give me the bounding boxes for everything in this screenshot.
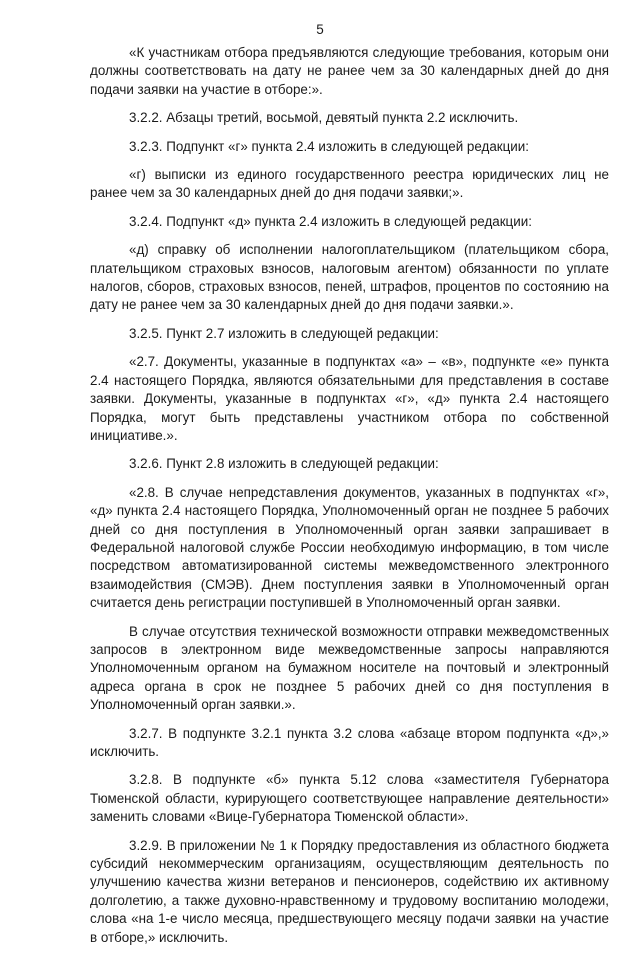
paragraph-item-2-7: «2.7. Документы, указанные в подпунктах «а» – «в», подпункте «е» пункта 2.4 настоящего Порядка, являются обязательными для представления в составе заявки. Документы, указанные в подпунктах «г», «д» пункта 2.4 настоящего Порядка, могут быть представлены участником отбора по собственной инициативе.».: [90, 354, 609, 443]
document-body: [90, 44, 609, 957]
page-number: 5: [316, 22, 324, 37]
paragraph-item-2-8: «2.8. В случае непредставления документов, указанных в подпунктах «г», «д» пункта 2.4 настоящего Порядка, Уполномоченный орган не позднее 5 рабочих дней со дня поступления в Уполномоченный орган заявки запрашивает в Федеральной налоговой службе России необходимую информацию, в том числе посредством автоматизированной системы межведомственного электронного взаимодействия (СМЭВ). Днем поступления заявки в Уполномоченный орган считается день регистрации поступившей в Уполномоченный орган заявки.: [90, 484, 609, 611]
paragraph-requirements-quote: «К участникам отбора предъявляются следующие требования, которым они должны соответствовать на дату не ранее чем за 30 календарных дней до дня подачи заявки на участие в отборе:».: [90, 45, 609, 97]
paragraph-3-2-4: 3.2.4. Подпункт «д» пункта 2.4 изложить в следующей редакции:: [129, 213, 532, 229]
paragraph-subitem-g: «г) выписки из единого государственного реестра юридических лиц не ранее чем за 30 календарных дней до дня подачи заявки;».: [90, 167, 609, 201]
paragraph-3-2-9: 3.2.9. В приложении № 1 к Порядку предоставления из областного бюджета субсидий некоммерческим организациям, осуществляющим деятельность по улучшению качества жизни ветеранов и пенсионеров, содействию их активному долголетию, а также духовно-нравственному и трудовому воспитанию молодежи, слова «на 1-е число месяца, предшествующего месяцу подачи заявки на участие в отборе,» исключить.: [90, 837, 609, 945]
paragraph-3-2-2: 3.2.2. Абзацы третий, восьмой, девятый пункта 2.2 исключить.: [129, 110, 519, 126]
paragraph-3-2-7: 3.2.7. В подпункте 3.2.1 пункта 3.2 слова «абзаце втором подпункта «д»,» исключить.: [90, 725, 609, 759]
paragraph-3-2-8: 3.2.8. В подпункте «б» пункта 5.12 слова «заместителя Губернатора Тюменской области, курирующего соответствующее направление деятельности» заменить словами «Вице-Губернатора Тюменской области».: [90, 772, 609, 825]
paragraph-3-2-5: 3.2.5. Пункт 2.7 изложить в следующей редакции:: [129, 325, 439, 341]
paragraph-3-2-6: 3.2.6. Пункт 2.8 изложить в следующей редакции:: [129, 456, 439, 472]
paragraph-3-2-3: 3.2.3. Подпункт «г» пункта 2.4 изложить в следующей редакции:: [129, 138, 529, 154]
paragraph-item-2-8-continued: В случае отсутствия технической возможности отправки межведомственных запросов в электронном виде межведомственные запросы направляются Уполномоченным органом на бумажном носителе на почтовый и электронный адреса органа в срок не позднее 5 рабочих дней со дня поступления в Уполномоченный орган заявки.».: [90, 623, 609, 713]
paragraph-subitem-d: «д) справку об исполнении налогоплательщиком (плательщиком сбора, плательщиком страховых взносов, налоговым агентом) обязанности по уплате налогов, сборов, страховых взносов, пеней, штрафов, процентов по состоянию на дату не ранее чем за 30 календарных дней до дня подачи заявки.».: [90, 242, 609, 313]
